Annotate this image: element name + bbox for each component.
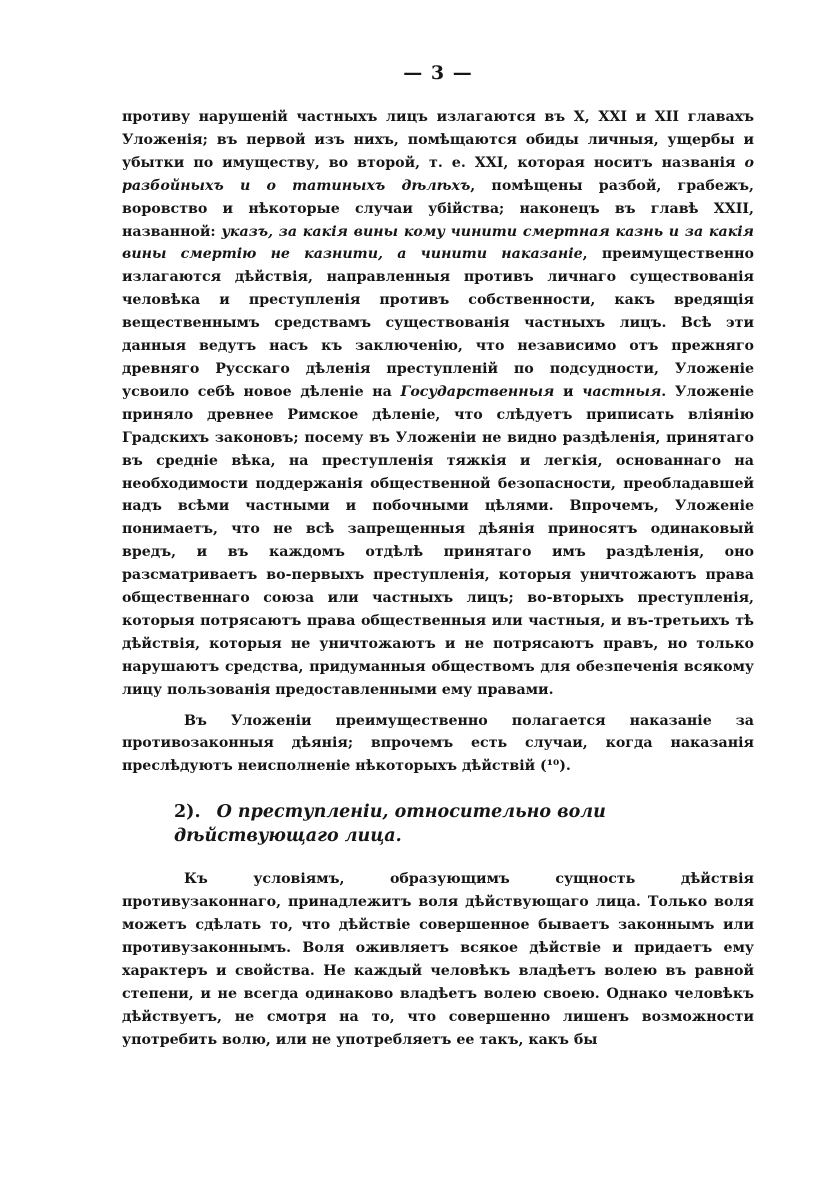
paragraph-1-italic-c: Государственныя [400,383,555,400]
body-paragraph-3: Къ условіямъ, образующимъ сущность дѣйствія противузаконнаго, принадлежитъ воля дѣйствующаго лица. Только воля можетъ сдѣлать то, что дѣйствіе совершенное бываетъ законнымъ или противузаконнымъ. Воля оживляетъ всякое дѣйствіе и придаетъ ему характеръ и свойства. Не каждый человѣкъ владѣетъ волею въ равной степени, и не всегда одинаково владѣетъ волею своею. Однако человѣкъ дѣйствуетъ, не смотря на то, что совершенно лишенъ возможности употребить волю, или не употребляетъ ее такъ, какъ бы [122,871,754,1048]
paragraph-1-text-b: , помѣщены разбой, грабежъ, воровство и нѣкоторые случаи убійства; наконецъ въ главѣ XXII, названной: [122,177,754,240]
paragraph-1-italic-a: о разбойныхъ и о татиныхъ дѣлѣхъ [122,154,754,194]
document-page [122,62,754,1052]
paragraph-1-text-d: и [554,383,583,400]
page-number: — 3 — [403,62,473,84]
section-title: О преступленіи, относительно воли дѣйствующаго лица. [174,802,606,847]
body-paragraph-1 [122,106,754,702]
paragraph-1-text-a: противу нарушеній частныхъ лицъ излагаются въ X, XXI и XII главахъ Уложенія; въ первой изъ нихъ, помѣщаются обиды личныя, ущербы и убытки по имуществу, во второй, т. е. XXI, которая носитъ названія [122,109,754,171]
paragraph-1-text-c: , преимущественно излагаются дѣйствія, направленныя противъ личнаго существованія человѣка и преступленія противъ собственности, какъ вредящія вещественнымъ средствамъ существованія частныхъ лицъ. Всѣ эти данныя ведутъ насъ къ заключенію, что независимо отъ прежняго древняго Русскаго дѣленія преступленій по подсудности, Уложеніе усвоило себѣ новое дѣленіе на [122,246,755,400]
paragraph-1-text-e: . Уложеніе приняло древнее Римское дѣленіе, что слѣдуетъ приписать вліянію Градскихъ законовъ; посему въ Уложеніи не видно раздѣленія, принятаго въ средніе вѣка, на преступленія тяжкія и легкія, основаннаго на необходимости поддержанія общественной безопасности, преобладавшей надъ всѣми частными и побочными цѣлями. Впрочемъ, Уложеніе понимаетъ, что не всѣ запрещенныя дѣянія приносятъ одинаковый вредъ, и въ каждомъ отдѣлѣ принятаго имъ раздѣленія, оно разсматриваетъ во-первыхъ преступленія, которыя уничтожаютъ права общественнаго союза или частныхъ лицъ; во-вторыхъ преступленія, которыя потрясаютъ права общественныя или частныя, и въ-третьихъ тѣ дѣйствія, которыя не уничтожаютъ и не потрясаютъ правъ, но только нарушаютъ средства, придуманныя обществомъ для обезпеченія всякому лицу пользованія предоставленными ему правами. [122,383,754,698]
paragraph-1-italic-d: частныя [582,383,662,400]
paragraph-1-italic-b: указъ, за какія вины кому чинити смертная казнь и за какія вины смертію не казнити, а чинити наказаніе [122,223,754,263]
section-number: 2). [174,802,201,823]
body-paragraph-2: Въ Уложеніи преимущественно полагается наказаніе за противозаконныя дѣянія; впрочемъ есть случаи, когда наказанія преслѣдуютъ неисполненіе нѣкоторыхъ дѣйствій (¹⁰). [122,712,754,775]
section-heading [122,800,754,848]
